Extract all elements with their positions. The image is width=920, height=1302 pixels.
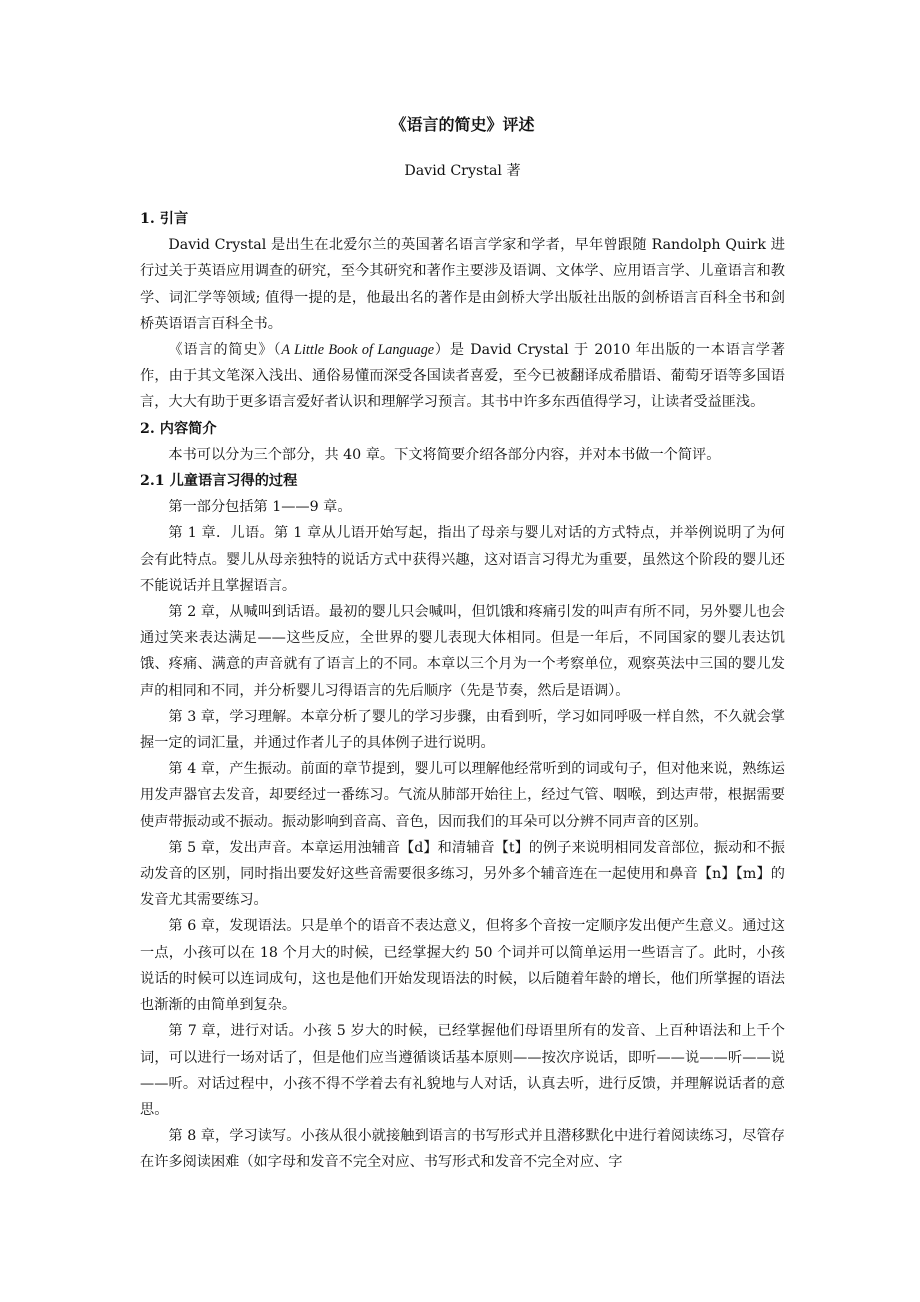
document-author: David Crystal 著 [404,163,521,179]
paragraph: 第 7 章，进行对话。小孩 5 岁大的时候，已经掌握他们母语里所有的发音、上百种语法和上千个词，可以进行一场对话了，但是他们应当遵循谈话基本原则——按次序说话，即听——说——听——说——听。对话过程中，小孩不得不学着去有礼貌地与人对话，认真去听，进行反馈，并理解说话者的意思。 [140,1023,785,1118]
paragraph: 第 1 章．儿语。第 1 章从儿语开始写起，指出了母亲与婴儿对话的方式特点，并举例说明了为何会有此特点。婴儿从母亲独特的说话方式中获得兴趣，这对语言习得尤为重要，虽然这个阶段的婴儿还不能说话并且掌握语言。 [140,525,785,594]
paragraph: 第 3 章，学习理解。本章分析了婴儿的学习步骤，由看到听，学习如同呼吸一样自然，不久就会掌握一定的词汇量，并通过作者儿子的具体例子进行说明。 [140,708,785,752]
paragraph: 第 2 章，从喊叫到话语。最初的婴儿只会喊叫，但饥饿和疼痛引发的叫声有所不同，另外婴儿也会通过笑来表达满足——这些反应，全世界的婴儿表现大体相同。但是一年后，不同国家的婴儿表达饥饿、疼痛、满意的声音就有了语言上的不同。本章以三个月为一个考察单位，观察英法中三国的婴儿发声的相同和不同，并分析婴儿习得语言的先后顺序（先是节奏，然后是语调）。 [140,604,785,699]
section-heading-content: 2. 内容简介 [140,420,217,437]
paragraph: 第 8 章，学习读写。小孩从很小就接触到语言的书写形式并且潜移默化中进行着阅读练习，尽管存在许多阅读困难（如字母和发音不完全对应、书写形式和发音不完全对应、字 [140,1128,785,1171]
paragraph: 第 5 章，发出声音。本章运用浊辅音【d】和清辅音【t】的例子来说明相同发音部位，振动和不振动发音的区别，同时指出要发好这些音需要很多练习，另外多个辅音连在一起使用和鼻音【n】【m】的发音尤其需要练习。 [140,839,785,909]
paragraph: David Crystal 是出生在北爱尔兰的英国著名语言学家和学者，早年曾跟随 Randolph Quirk 进行过关于英语应用调查的研究，至今其研究和著作主要涉及语调、文体学、应用语言学、儿童语言和教学、词汇学等领域; 值得一提的是，他最出名的著作是由剑桥大学出版社出版的剑桥语言百科全书和剑桥英语语言百科全书。 [140,237,785,332]
paragraph [140,337,785,416]
book-title-italic: A Little Book of Language [281,342,435,359]
document-title: 《语言的简史》评述 [390,115,535,134]
document-page [140,108,785,1176]
paragraph: 第一部分包括第 1——9 章。 [168,499,352,516]
section-heading-introduction: 1. 引言 [140,211,189,227]
text-segment: 《语言的简史》（ [168,342,282,359]
paragraph: 第 6 章，发现语法。只是单个的语音不表达意义，但将多个音按一定顺序发出便产生意义。通过这一点，小孩可以在 18 个月大的时候，已经掌握大约 50 个词并可以简单运用一些语言了。此时，小孩说话的时候可以连词成句，这也是他们开始发现语法的时候，以后随着年龄的增长，他们所掌握的语法也渐渐的由简单到复杂。 [140,918,785,1014]
text-segment: ）是 David Crystal 于 2010 年出版的一本语言学著作，由于其文笔深入浅出、通俗易懂而深受各国读者喜爱，至今已被翻译成希腊语、葡萄牙语等多国语言，大大有助于更多语言爱好者认识和理解学习预言。其书中许多东西值得学习，让读者受益匪浅。 [140,342,785,411]
paragraph: 第 4 章，产生振动。前面的章节提到，婴儿可以理解他经常听到的词或句子，但对他来说，熟练运用发声器官去发音，却要经过一番练习。气流从肺部开始往上，经过气管、咽喉，到达声带，根据需要使声带振动或不振动。振动影响到音高、音色，因而我们的耳朵可以分辨不同声音的区别。 [140,761,785,830]
subsection-heading-child-language: 2.1 儿童语言习得的过程 [140,473,298,490]
paragraph: 本书可以分为三个部分，共 40 章。下文将简要介绍各部分内容，并对本书做一个简评。 [168,446,721,463]
